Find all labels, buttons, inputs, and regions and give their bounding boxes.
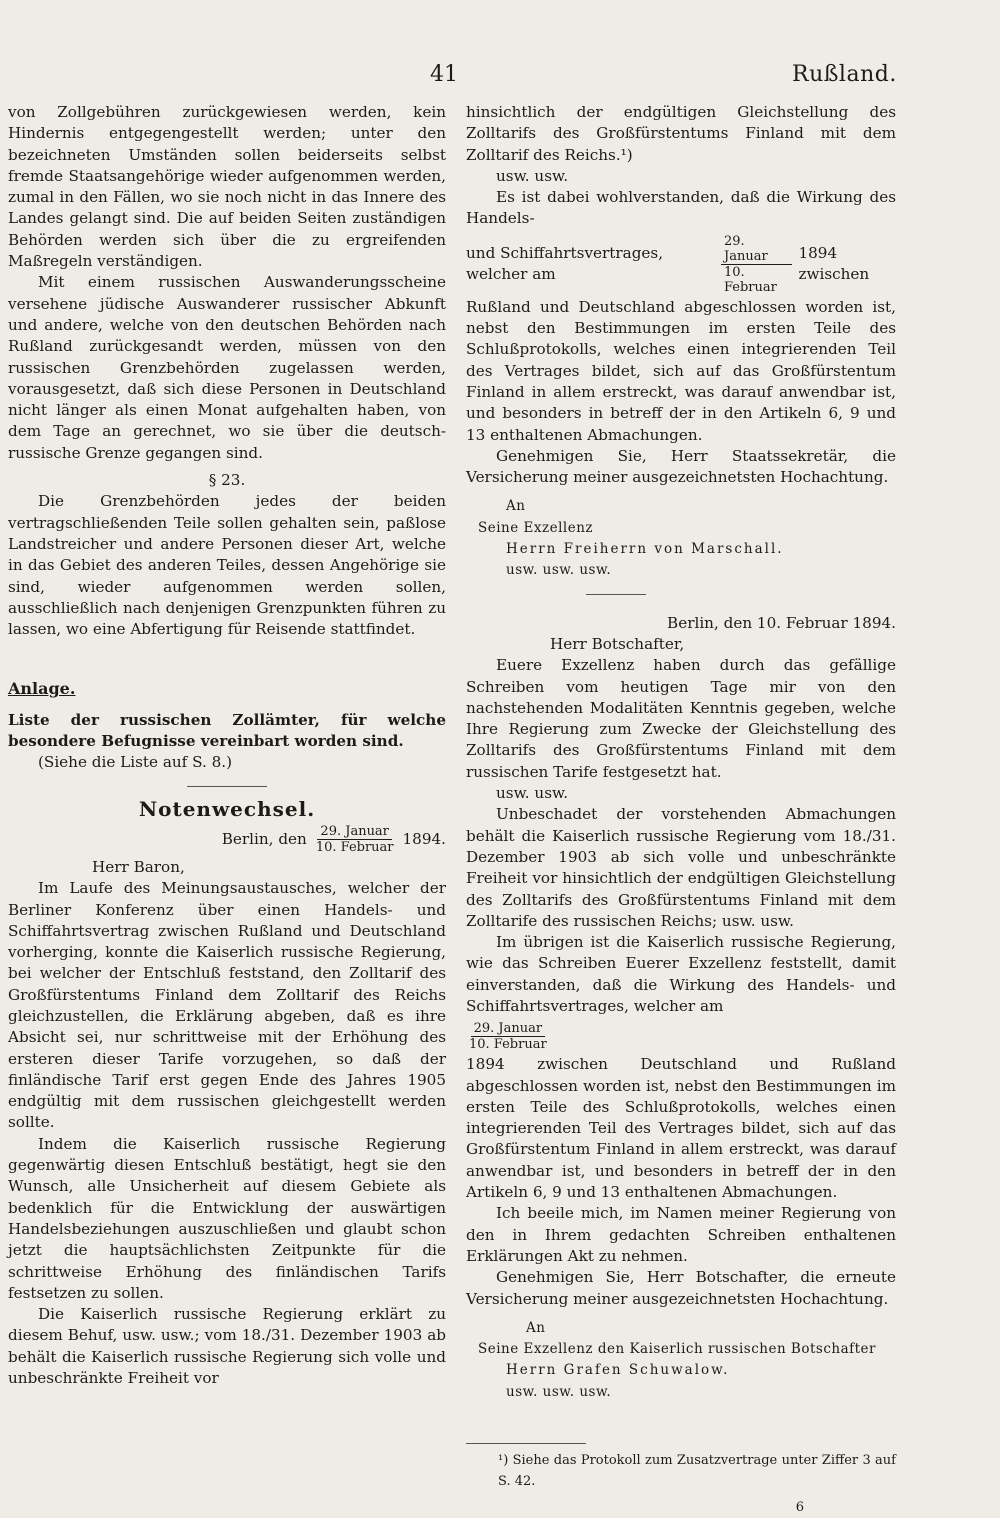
- usw-line: usw. usw.: [496, 784, 569, 803]
- right-column: [466, 102, 896, 1518]
- date-numerator: 29. Januar: [721, 234, 792, 265]
- inline-date: [466, 234, 896, 295]
- usw-line: usw. usw.: [496, 166, 569, 185]
- text-fragment: 1894 zwischen: [798, 243, 870, 284]
- paragraph: Mit einem russischen Auswanderungsscheine versehene jüdische Auswanderer russischer Abkunft und andere, welche von den deutschen Behörden nach Rußland zurückgesandt werden, müssen von den russischen Grenzbehörden zugelassen werden, vorausgesetzt, daß sich diese Personen in Deutschland nicht länger als einen Monat aufgehalten haben, von dem Tage an gerechnet, wo sie über die deutsch-russische Grenze gegangen sind.: [8, 273, 446, 462]
- list-title: Liste der russischen Zollämter, für welche besondere Befugnisse vereinbart worden sind.: [8, 710, 446, 751]
- paragraph: 1894 zwischen Deutschland und Rußland abgeschlossen worden ist, nebst den Bestimmungen im ersten Teile des Schlußprotokolls, welches einen integrierenden Teil des Vertrages bildet, sich auf das Großfürstentum Finland in allem erstreckt, was darauf anwendbar ist, und besonders in betreff der in den Artikeln 6, 9 und 13 enthaltenen Abmachungen.: [466, 1055, 896, 1202]
- paragraph: Die Kaiserlich russische Regierung erklärt zu diesem Behuf, usw. usw.; vom 18./31. Dezember 1903 ab behält die Kaiserlich russische Regierung sich volle und unbeschränkte Freiheit vor: [8, 1305, 446, 1388]
- footnote: ¹) Siehe das Protokoll zum Zusatzvertrage unter Ziffer 3 auf S. 42.: [498, 1453, 896, 1490]
- footnote-divider: [466, 1443, 586, 1444]
- paragraph: hinsichtlich der endgültigen Gleichstellung des Zolltarifs des Großfürstentums Finland mit dem Zolltarif des Reichs.¹): [466, 103, 896, 164]
- paragraph: Es ist dabei wohlverstanden, daß die Wirkung des Handels-: [466, 188, 896, 228]
- paragraph: Genehmigen Sie, Herr Staatssekretär, die Versicherung meiner ausgezeichnetsten Hochachtung.: [466, 446, 896, 487]
- paragraph: Im übrigen ist die Kaiserlich russische Regierung, wie das Schreiben Euerer Exzellenz feststellt, damit einverstanden, daß die Wirkung des Handels- und Schiffahrtsvertrages, welcher am: [466, 933, 896, 1015]
- paragraph: Rußland und Deutschland abgeschlossen worden ist, nebst den Bestimmungen im ersten Teile des Schlußprotokolls, welches einen integrierenden Teil des Vertrages bildet, sich auf das Großfürstentum Finland in allem erstreckt, was darauf anwendbar ist, und besonders in betreff der in den Artikeln 6, 9 und 13 enthaltenen Abmachungen.: [466, 297, 896, 444]
- signature-mark: 6: [795, 1499, 804, 1515]
- date-place: Berlin, den: [221, 829, 307, 848]
- address-an: An: [506, 498, 526, 515]
- date-fraction: [466, 1021, 550, 1052]
- divider: [187, 786, 267, 787]
- date-numerator: 29. Januar: [471, 1021, 545, 1037]
- date-fraction: [313, 824, 397, 855]
- date-denominator: 10. Februar: [469, 1037, 547, 1053]
- salutation: Herr Botschafter,: [550, 634, 685, 653]
- paragraph: Indem die Kaiserlich russische Regierung gegenwärtig diesen Entschluß bestätigt, hegt sie den Wunsch, alle Unsicherheit auf diesem Gebiete als bedenklich für die Entwicklung der auswärtigen Handelsbeziehungen auszuschließen und glaubt schon jetzt die hauptsächlichsten Zeitpunkte für die schrittweise Erhöhung des finländischen Tarifs festsetzen zu sollen.: [8, 1134, 446, 1302]
- date-denominator: 10. Februar: [723, 264, 777, 295]
- paragraph: Im Laufe des Meinungsaustausches, welcher der Berliner Konferenz über einen Handels- und Schiffahrtsvertrag zwischen Rußland und Deutschland vorherging, konnte die Kaiserlich russische Regierung, bei welcher der Entschluß feststand, den Zolltarif des Großfürstentums Finland dem Zolltarif des Reichs gleichzustellen, die Erklärung abgeben, daß es ihre Absicht sei, nur schrittweise mit der Erhöhung des ersteren dieser Tarife vorzugehen, so daß der finländische Tarif erst gegen Ende des Jahres 1905 endgültig mit dem russischen gleichgestellt werden sollte.: [8, 879, 446, 1132]
- recipient-name: Herrn Grafen Schuwalow.: [506, 1362, 730, 1379]
- left-column: [8, 102, 446, 1389]
- paragraph: Euere Exzellenz haben durch das gefällige Schreiben vom heutigen Tage mir von den nachstehenden Modalitäten Kenntnis gegeben, welche Ihre Regierung zum Zwecke der Gleichstellung des Zolltarifs des Großfürstentums Finland mit dem russischen Tarife festgesetzt hat.: [466, 656, 896, 781]
- section-heading: § 23.: [208, 471, 246, 490]
- recipient-name: Herrn Freiherrn von Marschall.: [506, 541, 784, 558]
- dateline: [8, 824, 446, 855]
- address-an: An: [526, 1319, 546, 1336]
- date-denominator: 10. Februar: [315, 839, 394, 855]
- page-number: 41: [430, 62, 458, 87]
- appendix-heading: Anlage.: [8, 679, 76, 699]
- paragraph: Genehmigen Sie, Herr Botschafter, die erneute Versicherung meiner ausgezeichnetsten Hochachtung.: [466, 1268, 896, 1308]
- paragraph: von Zollgebühren zurückgewiesen werden, kein Hindernis entgegengestellt werden; unter den bezeichneten Umständen sollen beiderseits selbst fremde Staatsangehörige wieder aufgenommen werden, zumal in den Fällen, wo sie noch nicht in das Innere des Landes gelangt sind. Die auf beiden Seiten zuständigen Behörden werden sich über die zu ergreifenden Maßregeln verständigen.: [8, 103, 446, 271]
- address-line: Seine Exzellenz: [478, 519, 594, 536]
- address-line: Seine Exzellenz den Kaiserlich russischen Botschafter: [478, 1341, 876, 1358]
- divider: [586, 594, 646, 595]
- date-year: 1894.: [402, 829, 446, 848]
- salutation: Herr Baron,: [92, 857, 185, 876]
- paragraph: Die Grenzbehörden jedes der beiden vertragschließenden Teile sollen gehalten sein, paßlose Landstreicher und andere Personen dieser Art, welche in das Gebiet des anderen Teiles, dessen Angehörige sie sind, wieder aufgenommen werden sollen, ausschließlich nach denjenigen Grenzpunkten führen zu lassen, wo eine Abfertigung für Reisende stattfindet.: [8, 492, 446, 639]
- inline-date: [466, 1021, 896, 1052]
- list-reference: (Siehe die Liste auf S. 8.): [38, 753, 233, 772]
- running-head: Rußland.: [792, 62, 897, 87]
- text-fragment: und Schiffahrtsvertrages, welcher am: [466, 243, 664, 284]
- paragraph: Unbeschadet der vorstehenden Abmachungen behält die Kaiserlich russische Regierung vom 18./31. Dezember 1903 ab sich volle und unbeschränkte Freiheit vor hinsichtlich der endgültigen Gleichstellung des Zolltarifs des Großfürstentums Finland mit dem Zolltarife des russischen Reichs; usw. usw.: [466, 805, 896, 930]
- address-usw: usw. usw. usw.: [506, 1383, 612, 1400]
- date-fraction: [721, 234, 792, 295]
- date-numerator: 29. Januar: [317, 824, 391, 840]
- address-usw: usw. usw. usw.: [506, 562, 612, 579]
- dateline: Berlin, den 10. Februar 1894.: [667, 613, 896, 632]
- section-title: Notenwechsel.: [138, 796, 316, 821]
- paragraph: Ich beeile mich, im Namen meiner Regierung von den in Ihrem gedachten Schreiben enthaltenen Erklärungen Akt zu nehmen.: [466, 1204, 896, 1265]
